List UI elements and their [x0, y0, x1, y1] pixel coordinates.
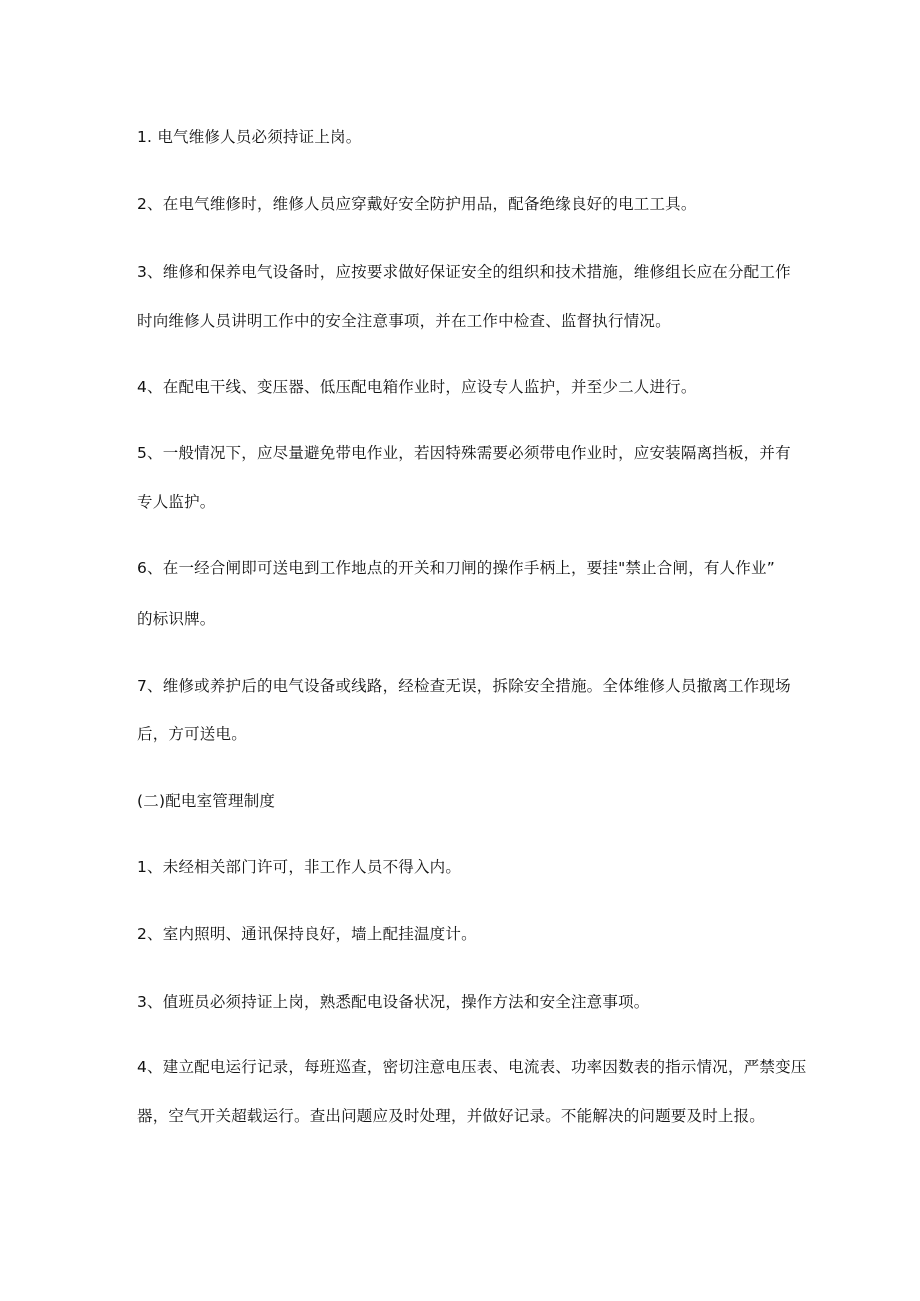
line-5: 4、在配电干线、变压器、低压配电箱作业时，应设专人监护，并至少二人进行。 — [137, 378, 697, 396]
line-10: 7、维修或养护后的电气设备或线路，经检查无误，拆除安全措施。全体维修人员撤离工作现场 — [137, 677, 791, 695]
line-9: 的标识牌。 — [137, 610, 216, 628]
line-7: 专人监护。 — [137, 493, 216, 511]
line-8: 6、在一经合闸即可送电到工作地点的开关和刀闸的操作手柄上，要挂"禁止合闸，有人作业” — [137, 559, 775, 577]
line-1: 1. 电气维修人员必须持证上岗。 — [137, 128, 362, 146]
line-3: 3、维修和保养电气设备时，应按要求做好保证安全的组织和技术措施，维修组长应在分配工作 — [137, 263, 791, 281]
line-15: 3、值班员必须持证上岗，熟悉配电设备状况，操作方法和安全注意事项。 — [137, 993, 650, 1011]
line-2: 2、在电气维修时，维修人员应穿戴好安全防护用品，配备绝缘良好的电工工具。 — [137, 195, 697, 213]
line-17: 器，空气开关超载运行。查出问题应及时处理，并做好记录。不能解决的问题要及时上报。 — [137, 1107, 766, 1125]
line-4: 时向维修人员讲明工作中的安全注意事项，并在工作中检查、监督执行情况。 — [137, 312, 671, 330]
line-14: 2、室内照明、通讯保持良好，墙上配挂温度计。 — [137, 925, 477, 943]
line-16: 4、建立配电运行记录，每班巡查，密切注意电压表、电流表、功率因数表的指示情况，严禁变压 — [137, 1058, 807, 1076]
line-11: 后，方可送电。 — [137, 725, 247, 743]
line-13: 1、未经相关部门许可，非工作人员不得入内。 — [137, 858, 462, 876]
section-heading: (二)配电室管理制度 — [137, 792, 276, 810]
line-6: 5、一般情况下，应尽量避免带电作业，若因特殊需要必须带电作业时，应安装隔离挡板，并有 — [137, 444, 791, 462]
